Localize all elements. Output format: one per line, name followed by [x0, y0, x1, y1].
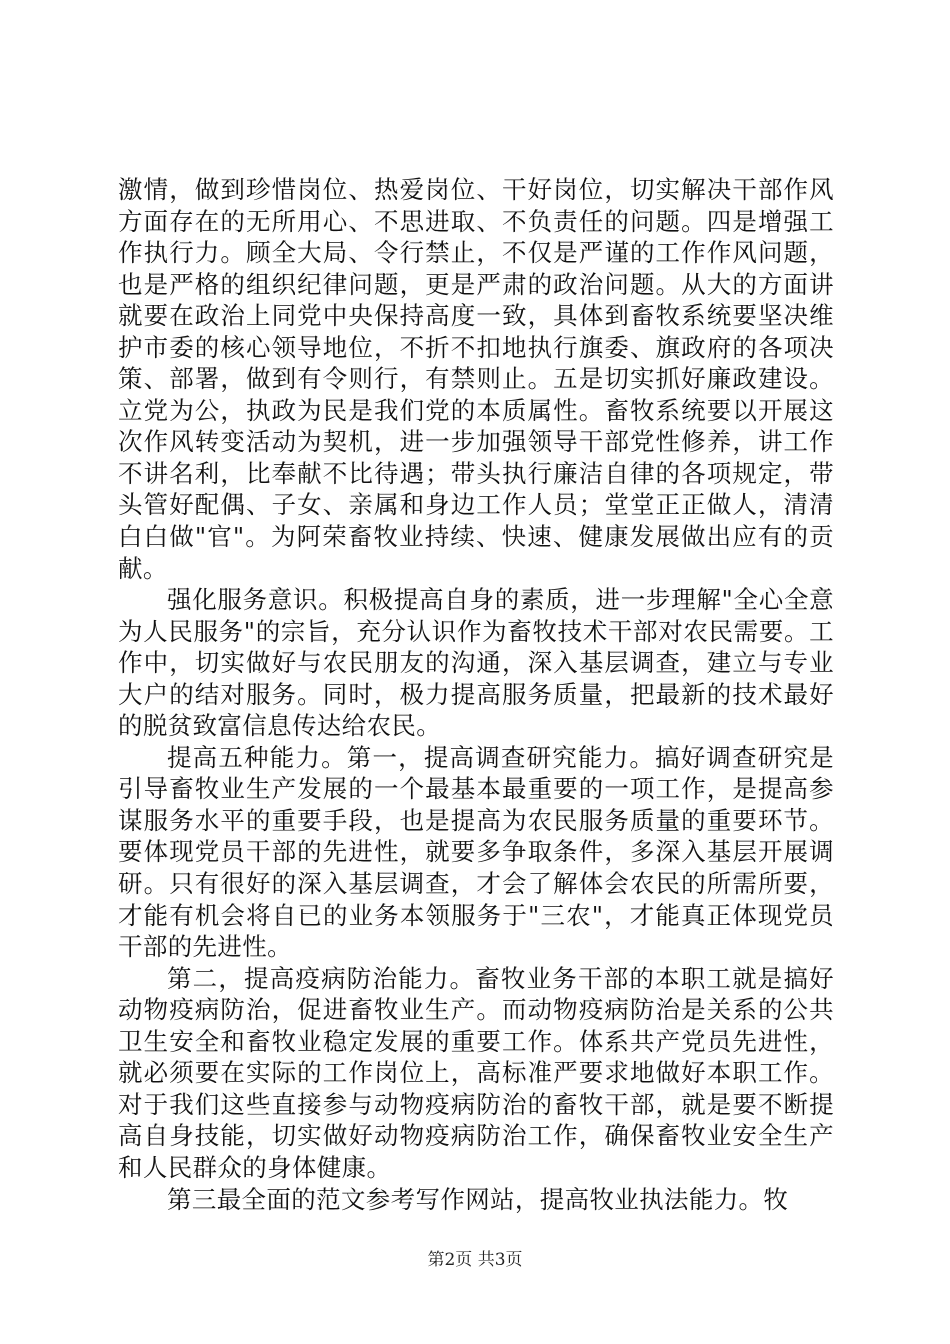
document-body [118, 174, 834, 1215]
paragraph-disease-prevention: 第二，提高疫病防治能力。畜牧业务干部的本职工就是搞好动物疫病防治，促进畜牧业生产。而动物疫病防治是关系的公共卫生安全和畜牧业稳定发展的重要工作。体系共产党员先进性，就必须要在实际的工作岗位上，高标准严要求地做好本职工作。对于我们这些直接参与动物疫病防治的畜牧干部，就是要不断提高自身技能，切实做好动物疫病防治工作，确保畜牧业安全生产和人民群众的身体健康。 [118, 963, 834, 1182]
paragraph-continued: 激情，做到珍惜岗位、热爱岗位、干好岗位，切实解决干部作风方面存在的无所用心、不思进取、不负责任的问题。四是增强工作执行力。顾全大局、令行禁止，不仅是严谨的工作作风问题，也是严格的组织纪律问题，更是严肃的政治问题。从大的方面讲就要在政治上同党中央保持高度一致，具体到畜牧系统要坚决维护市委的核心领导地位，不折不扣地执行旗委、旗政府的各项决策、部署，做到有令则行，有禁则止。五是切实抓好廉政建设。立党为公，执政为民是我们党的本质属性。畜牧系统要以开展这次作风转变活动为契机，进一步加强领导干部党性修养，讲工作不讲名利，比奉献不比待遇；带头执行廉洁自律的各项规定，带头管好配偶、子女、亲属和身边工作人员；堂堂正正做人，清清白白做"官"。为阿荣畜牧业持续、快速、健康发展做出应有的贡献。 [118, 175, 834, 583]
paragraph-law-enforcement: 第三最全面的范文参考写作网站，提高牧业执法能力。牧 [167, 1184, 789, 1214]
paragraph-five-abilities: 提高五种能力。第一，提高调查研究能力。搞好调查研究是引导畜牧业生产发展的一个最基本最重要的一项工作，是提高参谋服务水平的重要手段，也是提高为农民服务质量的重要环节。要体现党员干部的先进性，就要多争取条件，多深入基层开展调研。只有很好的深入基层调查，才会了解体会农民的所需所要，才能有机会将自已的业务本领服务于"三农"，才能真正体现党员干部的先进性。 [118, 742, 834, 962]
page-number-footer: 第2页 共3页 [427, 1250, 523, 1270]
paragraph-service-awareness: 强化服务意识。积极提高自身的素质，进一步理解"全心全意为人民服务"的宗旨，充分认识作为畜牧技术干部对农民需要。工作中，切实做好与农民朋友的沟通，深入基层调查，建立与专业大户的结对服务。同时，极力提高服务质量，把最新的技术最好的脱贫致富信息传达给农民。 [118, 585, 834, 741]
